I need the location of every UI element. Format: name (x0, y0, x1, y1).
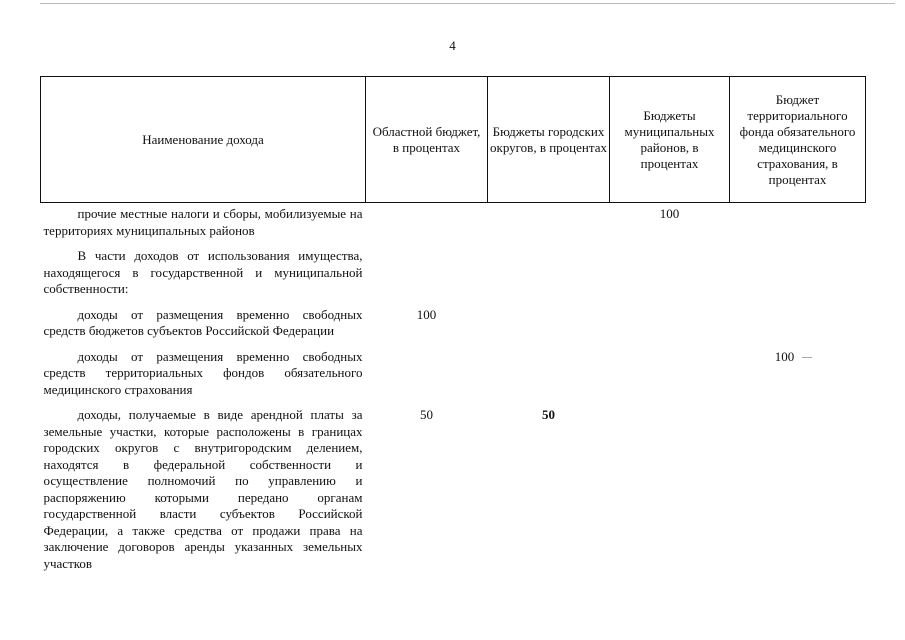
top-rule (40, 3, 895, 4)
table-row (41, 304, 866, 346)
row-city-value: 50 (542, 407, 555, 422)
row-regional-value (366, 203, 488, 246)
row-regional-value (366, 245, 488, 304)
table-row (41, 404, 866, 578)
row-revenue-name: прочие местные налоги и сборы, мобилизуемые на территориях муниципальных районов (43, 206, 363, 238)
row-insurance-value (730, 245, 866, 304)
row-regional-value: 50 (420, 407, 433, 422)
row-city-value (488, 203, 610, 246)
row-insurance-value (730, 203, 866, 246)
row-regional-value: 100 (416, 306, 437, 322)
row-revenue-name: доходы от размещения временно свободных средств бюджетов субъектов Российской Федерации (43, 306, 363, 338)
row-municipal-value: 100 (659, 206, 680, 221)
header-medical-insurance-fund-budget: Бюджет территориального фонда обязательного медицинского страхования, в процентах (730, 77, 866, 203)
header-municipal-district-budgets: Бюджеты муниципальных районов, в процентах (610, 77, 730, 203)
revenue-distribution-table (40, 76, 866, 578)
row-municipal-value (610, 245, 730, 304)
row-insurance-value (730, 404, 866, 578)
header-regional-budget: Областной бюджет, в процентах (366, 77, 488, 203)
row-insurance-value (730, 304, 866, 346)
row-municipal-value (610, 304, 730, 346)
header-revenue-name: Наименование дохода (41, 77, 366, 203)
row-municipal-value (610, 346, 730, 405)
row-revenue-name: доходы от размещения временно свободных средств территориальных фондов обязательного медицинского страхования (43, 348, 363, 397)
table-row (41, 203, 866, 246)
row-municipal-value (610, 404, 730, 578)
page-number: 4 (449, 38, 456, 53)
table-row (41, 245, 866, 304)
row-revenue-name: В части доходов от использования имущества, находящегося в государственной и муниципальной собственности: (43, 248, 363, 296)
dash-mark (802, 357, 812, 358)
row-insurance-value: 100 (774, 348, 795, 364)
table-row (41, 346, 866, 405)
row-city-value (488, 346, 610, 405)
row-revenue-name: доходы, получаемые в виде арендной платы за земельные участки, которые расположены в границах городских округов с внутригородским делением, находятся в федеральной собственности и осуществление полномочий по управлению и распоряжению которыми передано органам государственной власти субъектов Российской Федерации, а также средства от продажи права на заключение договоров аренды указанных земельных участков (43, 407, 363, 571)
row-insurance-cell (730, 346, 866, 405)
row-regional-value (366, 346, 488, 405)
table-header-row (41, 77, 866, 203)
row-city-value (488, 245, 610, 304)
row-city-value (488, 304, 610, 346)
header-city-district-budgets: Бюджеты городских округов, в процентах (488, 77, 610, 203)
